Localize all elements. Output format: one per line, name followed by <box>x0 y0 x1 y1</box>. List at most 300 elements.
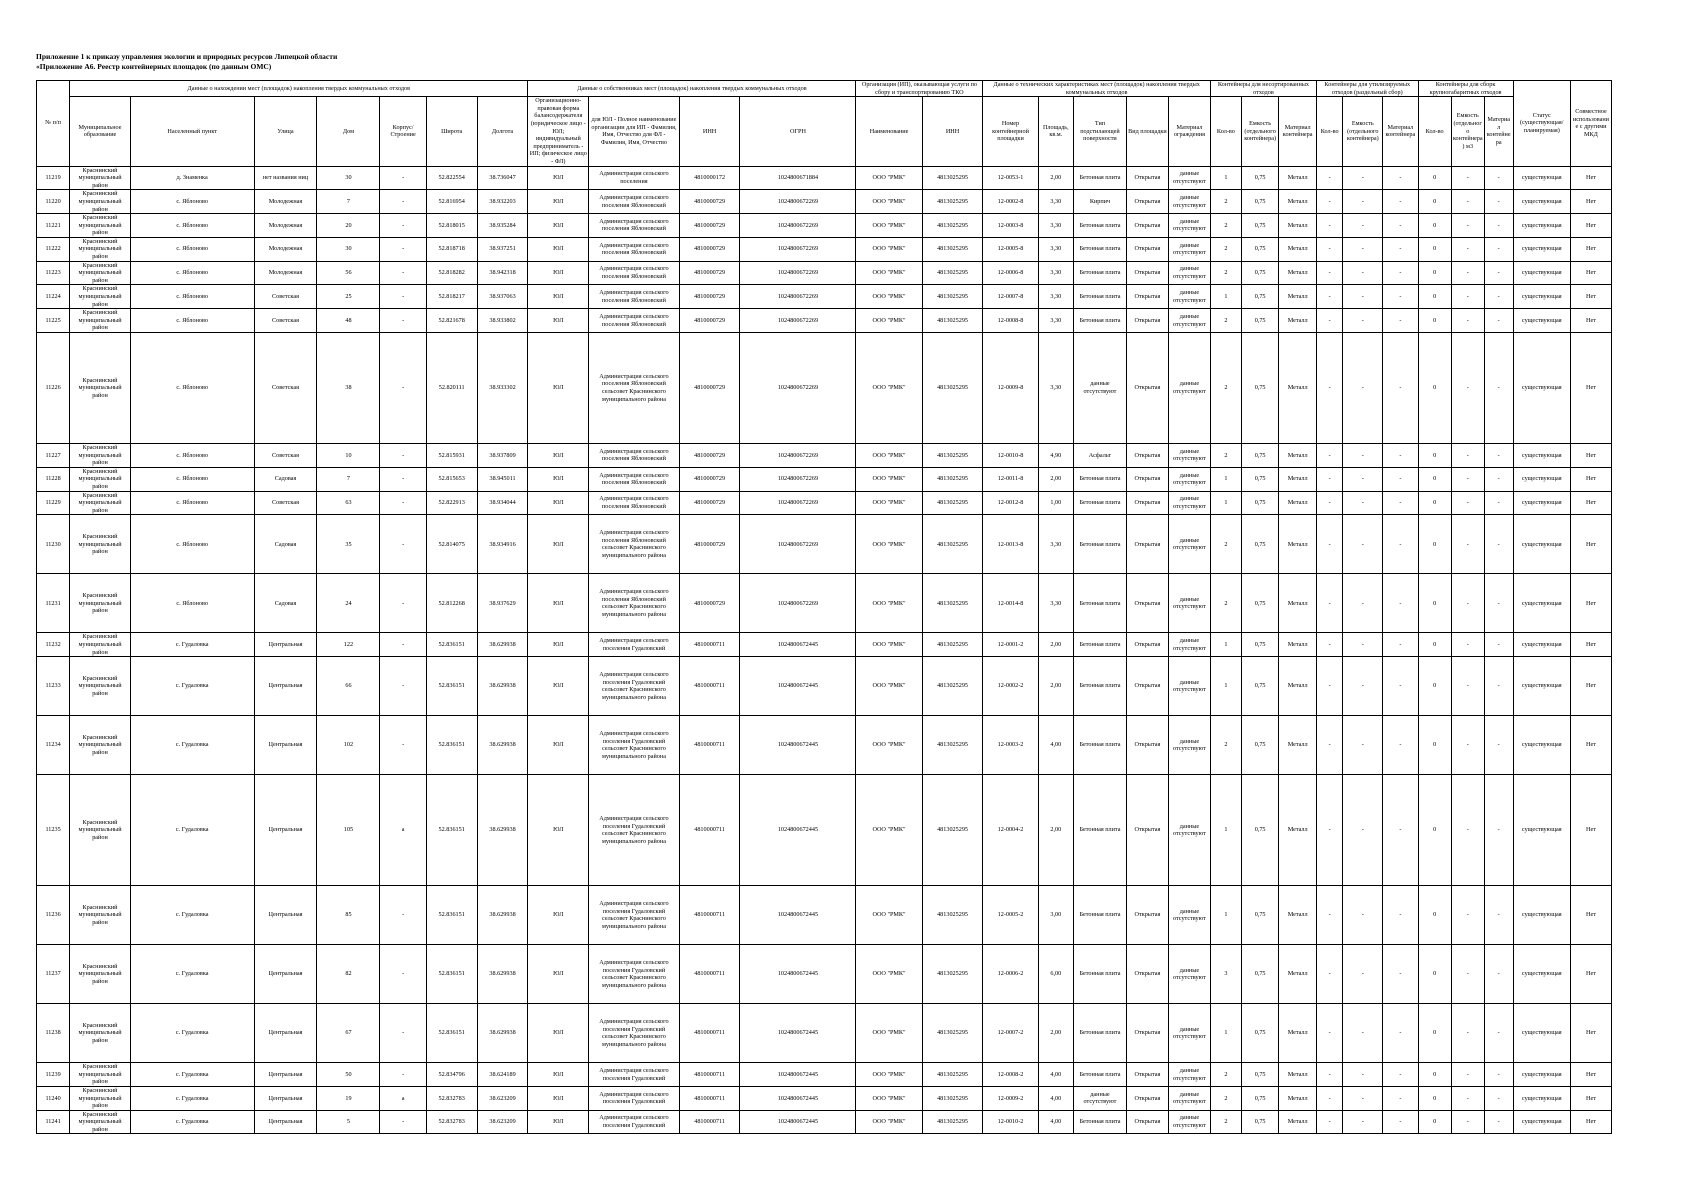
fence-cell: данные отсутствуют <box>1168 1063 1210 1087</box>
municipality-cell: Краснинский муниципальный район <box>70 515 131 574</box>
building-cell: - <box>380 214 426 238</box>
operator-inn-cell: 4813025295 <box>922 1110 983 1134</box>
bulky-material-cell: - <box>1484 444 1513 468</box>
longitude-cell: 38.942318 <box>477 261 528 285</box>
bulky-material-cell: - <box>1484 515 1513 574</box>
fence-cell: данные отсутствуют <box>1168 945 1210 1004</box>
street-cell: Молодежная <box>254 214 317 238</box>
latitude-cell: 52.818718 <box>426 237 477 261</box>
owner-inn-cell: 4810000711 <box>679 775 740 886</box>
house-cell: 10 <box>317 444 380 468</box>
site-number-cell: 12-0003-8 <box>983 214 1038 238</box>
settlement-cell: с. Яблоново <box>130 444 254 468</box>
longitude-cell: 38.624189 <box>477 1063 528 1087</box>
settlement-cell: с. Яблоново <box>130 574 254 633</box>
separate-qty-cell: - <box>1316 491 1343 515</box>
municipality-cell: Краснинский муниципальный район <box>70 261 131 285</box>
settlement-cell: с. Гудаловка <box>130 1110 254 1134</box>
surface-cell: Кирпич <box>1073 190 1126 214</box>
container-capacity-cell: 0,75 <box>1241 1086 1279 1110</box>
operator-inn-cell: 4813025295 <box>922 1063 983 1087</box>
joint-use-cell: Нет <box>1570 467 1611 491</box>
joint-use-cell: Нет <box>1570 716 1611 775</box>
status-cell: существующая <box>1513 285 1570 309</box>
site-number-cell: 12-0007-8 <box>983 285 1038 309</box>
title-line-1: Приложение 1 к приказу управления экологии и природных ресурсов Липецкой области <box>36 52 338 61</box>
header-group-sorted: Контейнеры для несортированных отходов <box>1210 81 1316 97</box>
container-capacity-cell: 0,75 <box>1241 633 1279 657</box>
longitude-cell: 38.629938 <box>477 945 528 1004</box>
longitude-cell: 38.629938 <box>477 716 528 775</box>
owner-inn-cell: 4810000711 <box>679 716 740 775</box>
separate-material-cell: - <box>1383 1063 1418 1087</box>
latitude-cell: 52.836151 <box>426 633 477 657</box>
separate-qty-cell: - <box>1316 775 1343 886</box>
fence-cell: данные отсутствуют <box>1168 574 1210 633</box>
owner-ogrn-cell: 1024800672269 <box>740 214 856 238</box>
site-number-cell: 12-0003-2 <box>983 716 1038 775</box>
site-type-cell: Открытая <box>1126 491 1168 515</box>
site-type-cell: Открытая <box>1126 1086 1168 1110</box>
street-cell: Садовая <box>254 574 317 633</box>
latitude-cell: 52.822554 <box>426 166 477 190</box>
joint-use-cell: Нет <box>1570 491 1611 515</box>
site-type-cell: Открытая <box>1126 285 1168 309</box>
owner-name-cell: Администрация сельского поселения Яблоновский <box>589 467 680 491</box>
longitude-cell: 38.623209 <box>477 1086 528 1110</box>
row-number: 11226 <box>37 333 70 444</box>
bulky-capacity-cell: - <box>1451 633 1484 657</box>
settlement-cell: с. Гудаловка <box>130 633 254 657</box>
house-cell: 5 <box>317 1110 380 1134</box>
container-qty-cell: 1 <box>1210 633 1241 657</box>
header-site-no: Номер контейнерной площадки <box>983 97 1038 166</box>
latitude-cell: 52.836151 <box>426 886 477 945</box>
operator-inn-cell: 4813025295 <box>922 657 983 716</box>
legal-form-cell: ЮЛ <box>528 214 589 238</box>
street-cell: Советская <box>254 285 317 309</box>
joint-use-cell: Нет <box>1570 1086 1611 1110</box>
container-qty-cell: 1 <box>1210 886 1241 945</box>
header-legal-form: Организационно-правовая форма балансодержателя (юридическое лицо - ЮЛ; индивидуальный предприниматель - ИП; физическое лицо - ФЛ) <box>529 97 587 165</box>
container-material-cell: Металл <box>1279 491 1317 515</box>
owner-ogrn-cell: 1024800672269 <box>740 309 856 333</box>
site-number-cell: 12-0008-8 <box>983 309 1038 333</box>
legal-form-cell: ЮЛ <box>528 467 589 491</box>
container-material-cell: Металл <box>1279 633 1317 657</box>
table-row <box>37 214 1612 238</box>
owner-name-cell: Администрация сельского поселения Гудаловский сельсовет Краснинского муниципального района <box>589 1004 680 1063</box>
legal-form-cell: ЮЛ <box>528 775 589 886</box>
area-cell: 4,00 <box>1038 1110 1073 1134</box>
separate-qty-cell: - <box>1316 309 1343 333</box>
fence-cell: данные отсутствуют <box>1168 467 1210 491</box>
area-cell: 2,00 <box>1038 633 1073 657</box>
site-number-cell: 12-0005-2 <box>983 886 1038 945</box>
municipality-cell: Краснинский муниципальный район <box>70 333 131 444</box>
row-number: 11239 <box>37 1063 70 1087</box>
house-cell: 105 <box>317 775 380 886</box>
latitude-cell: 52.818015 <box>426 214 477 238</box>
separate-qty-cell: - <box>1316 886 1343 945</box>
owner-name-cell: Администрация сельского поселения Яблоновский сельсовет Краснинского муниципального района <box>589 515 680 574</box>
owner-inn-cell: 4810000729 <box>679 467 740 491</box>
site-type-cell: Открытая <box>1126 214 1168 238</box>
separate-capacity-cell: - <box>1343 309 1383 333</box>
owner-inn-cell: 4810000711 <box>679 657 740 716</box>
container-capacity-cell: 0,75 <box>1241 1110 1279 1134</box>
street-cell: Центральная <box>254 1086 317 1110</box>
bulky-capacity-cell: - <box>1451 1086 1484 1110</box>
status-cell: существующая <box>1513 945 1570 1004</box>
joint-use-cell: Нет <box>1570 190 1611 214</box>
house-cell: 7 <box>317 190 380 214</box>
header-building: Корпус/Строение <box>380 97 426 166</box>
latitude-cell: 52.836151 <box>426 945 477 1004</box>
operator-inn-cell: 4813025295 <box>922 285 983 309</box>
operator-name-cell: ООО "РМК" <box>856 775 922 886</box>
site-number-cell: 12-0010-8 <box>983 444 1038 468</box>
site-type-cell: Открытая <box>1126 1004 1168 1063</box>
table-row <box>37 1063 1612 1087</box>
owner-ogrn-cell: 1024800672269 <box>740 467 856 491</box>
street-cell: Центральная <box>254 657 317 716</box>
operator-name-cell: ООО "РМК" <box>856 214 922 238</box>
owner-ogrn-cell: 1024800672445 <box>740 657 856 716</box>
operator-inn-cell: 4813025295 <box>922 1086 983 1110</box>
bulky-material-cell: - <box>1484 574 1513 633</box>
operator-name-cell: ООО "РМК" <box>856 657 922 716</box>
area-cell: 3,30 <box>1038 309 1073 333</box>
latitude-cell: 52.815931 <box>426 444 477 468</box>
municipality-cell: Краснинский муниципальный район <box>70 491 131 515</box>
legal-form-cell: ЮЛ <box>528 261 589 285</box>
settlement-cell: с. Яблоново <box>130 190 254 214</box>
site-number-cell: 12-0014-8 <box>983 574 1038 633</box>
container-qty-cell: 2 <box>1210 309 1241 333</box>
separate-qty-cell: - <box>1316 333 1343 444</box>
house-cell: 38 <box>317 333 380 444</box>
site-number-cell: 12-0010-2 <box>983 1110 1038 1134</box>
municipality-cell: Краснинский муниципальный район <box>70 190 131 214</box>
house-cell: 7 <box>317 467 380 491</box>
bulky-capacity-cell: - <box>1451 657 1484 716</box>
longitude-cell: 38.937251 <box>477 237 528 261</box>
separate-capacity-cell: - <box>1343 237 1383 261</box>
container-material-cell: Металл <box>1279 309 1317 333</box>
container-capacity-cell: 0,75 <box>1241 190 1279 214</box>
owner-ogrn-cell: 1024800672445 <box>740 1063 856 1087</box>
building-cell: - <box>380 945 426 1004</box>
separate-capacity-cell: - <box>1343 716 1383 775</box>
container-capacity-cell: 0,75 <box>1241 515 1279 574</box>
joint-use-cell: Нет <box>1570 309 1611 333</box>
separate-material-cell: - <box>1383 237 1418 261</box>
site-type-cell: Открытая <box>1126 886 1168 945</box>
street-cell: Центральная <box>254 633 317 657</box>
separate-capacity-cell: - <box>1343 574 1383 633</box>
separate-capacity-cell: - <box>1343 166 1383 190</box>
site-type-cell: Открытая <box>1126 574 1168 633</box>
building-cell: - <box>380 333 426 444</box>
joint-use-cell: Нет <box>1570 333 1611 444</box>
separate-capacity-cell: - <box>1343 886 1383 945</box>
document-title <box>36 52 337 72</box>
separate-qty-cell: - <box>1316 633 1343 657</box>
legal-form-cell: ЮЛ <box>528 1004 589 1063</box>
separate-material-cell: - <box>1383 467 1418 491</box>
settlement-cell: с. Гудаловка <box>130 886 254 945</box>
fence-cell: данные отсутствуют <box>1168 261 1210 285</box>
bulky-capacity-cell: - <box>1451 886 1484 945</box>
separate-material-cell: - <box>1383 633 1418 657</box>
house-cell: 30 <box>317 237 380 261</box>
joint-use-cell: Нет <box>1570 261 1611 285</box>
operator-name-cell: ООО "РМК" <box>856 574 922 633</box>
bulky-qty-cell: 0 <box>1418 285 1451 309</box>
title-line-2: «Приложение А6. Реестр контейнерных площадок (по данным ОМС) <box>36 62 272 71</box>
bulky-capacity-cell: - <box>1451 285 1484 309</box>
fence-cell: данные отсутствуют <box>1168 515 1210 574</box>
surface-cell: Бетонная плита <box>1073 285 1126 309</box>
container-material-cell: Металл <box>1279 945 1317 1004</box>
settlement-cell: с. Гудаловка <box>130 657 254 716</box>
longitude-cell: 38.736047 <box>477 166 528 190</box>
site-number-cell: 12-0009-8 <box>983 333 1038 444</box>
container-qty-cell: 1 <box>1210 1004 1241 1063</box>
container-capacity-cell: 0,75 <box>1241 1004 1279 1063</box>
status-cell: существующая <box>1513 333 1570 444</box>
fence-cell: данные отсутствуют <box>1168 1110 1210 1134</box>
area-cell: 4,00 <box>1038 1063 1073 1087</box>
site-number-cell: 12-0005-8 <box>983 237 1038 261</box>
separate-qty-cell: - <box>1316 1063 1343 1087</box>
separate-qty-cell: - <box>1316 166 1343 190</box>
header-org-name: Наименование <box>856 97 922 166</box>
latitude-cell: 52.832783 <box>426 1110 477 1134</box>
bulky-material-cell: - <box>1484 214 1513 238</box>
container-material-cell: Металл <box>1279 515 1317 574</box>
bulky-qty-cell: 0 <box>1418 886 1451 945</box>
row-number: 11236 <box>37 886 70 945</box>
separate-qty-cell: - <box>1316 467 1343 491</box>
site-number-cell: 12-0007-2 <box>983 1004 1038 1063</box>
owner-inn-cell: 4810000711 <box>679 1086 740 1110</box>
longitude-cell: 38.623209 <box>477 1110 528 1134</box>
municipality-cell: Краснинский муниципальный район <box>70 657 131 716</box>
building-cell: - <box>380 491 426 515</box>
site-number-cell: 12-0004-2 <box>983 775 1038 886</box>
table-row <box>37 716 1612 775</box>
surface-cell: данные отсутствуют <box>1073 333 1126 444</box>
municipality-cell: Краснинский муниципальный район <box>70 285 131 309</box>
surface-cell: Асфальт <box>1073 444 1126 468</box>
container-qty-cell: 2 <box>1210 214 1241 238</box>
table-row <box>37 1004 1612 1063</box>
table-row <box>37 309 1612 333</box>
row-number: 11232 <box>37 633 70 657</box>
building-cell: - <box>380 261 426 285</box>
joint-use-cell: Нет <box>1570 657 1611 716</box>
container-material-cell: Металл <box>1279 166 1317 190</box>
area-cell: 2,00 <box>1038 467 1073 491</box>
status-cell: существующая <box>1513 1063 1570 1087</box>
status-cell: существующая <box>1513 657 1570 716</box>
separate-capacity-cell: - <box>1343 633 1383 657</box>
house-cell: 67 <box>317 1004 380 1063</box>
bulky-material-cell: - <box>1484 333 1513 444</box>
latitude-cell: 52.821678 <box>426 309 477 333</box>
table-row <box>37 285 1612 309</box>
container-qty-cell: 2 <box>1210 1086 1241 1110</box>
latitude-cell: 52.836151 <box>426 716 477 775</box>
container-capacity-cell: 0,75 <box>1241 166 1279 190</box>
owner-ogrn-cell: 1024800672269 <box>740 237 856 261</box>
container-qty-cell: 1 <box>1210 166 1241 190</box>
owner-name-cell: Администрация сельского поселения Яблоновский <box>589 190 680 214</box>
owner-name-cell: Администрация сельского поселения Яблоновский сельсовет Краснинского муниципального района <box>589 333 680 444</box>
bulky-capacity-cell: - <box>1451 574 1484 633</box>
header-settlement: Населенный пункт <box>130 97 254 166</box>
longitude-cell: 38.932203 <box>477 190 528 214</box>
surface-cell: Бетонная плита <box>1073 515 1126 574</box>
row-number: 11221 <box>37 214 70 238</box>
container-material-cell: Металл <box>1279 261 1317 285</box>
separate-material-cell: - <box>1383 574 1418 633</box>
owner-inn-cell: 4810000729 <box>679 515 740 574</box>
owner-ogrn-cell: 1024800672445 <box>740 775 856 886</box>
row-number: 11237 <box>37 945 70 1004</box>
legal-form-cell: ЮЛ <box>528 285 589 309</box>
settlement-cell: с. Яблоново <box>130 333 254 444</box>
joint-use-cell: Нет <box>1570 1063 1611 1087</box>
header-capacity: Емкость (отдельного контейнера) <box>1241 97 1279 166</box>
table-row <box>37 261 1612 285</box>
separate-capacity-cell: - <box>1343 285 1383 309</box>
container-capacity-cell: 0,75 <box>1241 444 1279 468</box>
fence-cell: данные отсутствуют <box>1168 716 1210 775</box>
separate-qty-cell: - <box>1316 574 1343 633</box>
site-number-cell: 12-0001-2 <box>983 633 1038 657</box>
area-cell: 3,30 <box>1038 190 1073 214</box>
owner-name-cell: Администрация сельского поселения <box>589 166 680 190</box>
header-street: Улица <box>254 97 317 166</box>
operator-name-cell: ООО "РМК" <box>856 515 922 574</box>
registry-table <box>36 80 1612 1134</box>
bulky-qty-cell: 0 <box>1418 214 1451 238</box>
street-cell: Молодежная <box>254 237 317 261</box>
site-type-cell: Открытая <box>1126 261 1168 285</box>
surface-cell: Бетонная плита <box>1073 1063 1126 1087</box>
house-cell: 82 <box>317 945 380 1004</box>
site-number-cell: 12-0013-8 <box>983 515 1038 574</box>
owner-name-cell: Администрация сельского поселения Яблоновский <box>589 491 680 515</box>
row-number: 11229 <box>37 491 70 515</box>
separate-capacity-cell: - <box>1343 657 1383 716</box>
container-qty-cell: 2 <box>1210 515 1241 574</box>
longitude-cell: 38.629938 <box>477 657 528 716</box>
container-qty-cell: 2 <box>1210 190 1241 214</box>
fence-cell: данные отсутствуют <box>1168 309 1210 333</box>
status-cell: существующая <box>1513 491 1570 515</box>
separate-capacity-cell: - <box>1343 190 1383 214</box>
separate-capacity-cell: - <box>1343 333 1383 444</box>
container-material-cell: Металл <box>1279 214 1317 238</box>
separate-capacity-cell: - <box>1343 1086 1383 1110</box>
operator-name-cell: ООО "РМК" <box>856 261 922 285</box>
separate-material-cell: - <box>1383 309 1418 333</box>
separate-material-cell: - <box>1383 190 1418 214</box>
owner-inn-cell: 4810000711 <box>679 1063 740 1087</box>
bulky-qty-cell: 0 <box>1418 716 1451 775</box>
settlement-cell: с. Гудаловка <box>130 945 254 1004</box>
operator-name-cell: ООО "РМК" <box>856 716 922 775</box>
joint-use-cell: Нет <box>1570 214 1611 238</box>
bulky-capacity-cell: - <box>1451 515 1484 574</box>
owner-name-cell: Администрация сельского поселения Яблоновский <box>589 261 680 285</box>
bulky-material-cell: - <box>1484 309 1513 333</box>
bulky-capacity-cell: - <box>1451 333 1484 444</box>
legal-form-cell: ЮЛ <box>528 190 589 214</box>
fence-cell: данные отсутствуют <box>1168 633 1210 657</box>
table-row <box>37 333 1612 444</box>
area-cell: 4,00 <box>1038 1086 1073 1110</box>
header-num: № п/п <box>37 81 70 167</box>
owner-name-cell: Администрация сельского поселения Гудаловский сельсовет Краснинского муниципального района <box>589 716 680 775</box>
header-material2: Материал контейнера <box>1383 97 1418 166</box>
bulky-capacity-cell: - <box>1451 491 1484 515</box>
container-material-cell: Металл <box>1279 574 1317 633</box>
container-capacity-cell: 0,75 <box>1241 467 1279 491</box>
operator-name-cell: ООО "РМК" <box>856 1004 922 1063</box>
status-cell: существующая <box>1513 467 1570 491</box>
legal-form-cell: ЮЛ <box>528 574 589 633</box>
municipality-cell: Краснинский муниципальный район <box>70 945 131 1004</box>
owner-ogrn-cell: 1024800672445 <box>740 716 856 775</box>
latitude-cell: 52.822913 <box>426 491 477 515</box>
operator-inn-cell: 4813025295 <box>922 467 983 491</box>
operator-name-cell: ООО "РМК" <box>856 309 922 333</box>
owner-inn-cell: 4810000729 <box>679 261 740 285</box>
owner-inn-cell: 4810000729 <box>679 309 740 333</box>
owner-ogrn-cell: 1024800672445 <box>740 886 856 945</box>
operator-inn-cell: 4813025295 <box>922 166 983 190</box>
separate-qty-cell: - <box>1316 1086 1343 1110</box>
building-cell: - <box>380 657 426 716</box>
longitude-cell: 38.629938 <box>477 886 528 945</box>
header-group-location: Данные о нахождении мест (площадок) накопления твердых коммунальных отходов <box>70 81 528 97</box>
municipality-cell: Краснинский муниципальный район <box>70 574 131 633</box>
surface-cell: Бетонная плита <box>1073 1004 1126 1063</box>
longitude-cell: 38.934044 <box>477 491 528 515</box>
status-cell: существующая <box>1513 1086 1570 1110</box>
longitude-cell: 38.937629 <box>477 574 528 633</box>
surface-cell: Бетонная плита <box>1073 716 1126 775</box>
area-cell: 4,90 <box>1038 444 1073 468</box>
surface-cell: Бетонная плита <box>1073 214 1126 238</box>
header-municipality: Муниципальное образование <box>70 97 131 166</box>
latitude-cell: 52.836151 <box>426 775 477 886</box>
separate-material-cell: - <box>1383 333 1418 444</box>
container-capacity-cell: 0,75 <box>1241 333 1279 444</box>
site-type-cell: Открытая <box>1126 190 1168 214</box>
municipality-cell: Краснинский муниципальный район <box>70 1110 131 1134</box>
bulky-qty-cell: 0 <box>1418 775 1451 886</box>
table-row <box>37 491 1612 515</box>
settlement-cell: с. Яблоново <box>130 261 254 285</box>
site-number-cell: 12-0006-8 <box>983 261 1038 285</box>
site-type-cell: Открытая <box>1126 467 1168 491</box>
